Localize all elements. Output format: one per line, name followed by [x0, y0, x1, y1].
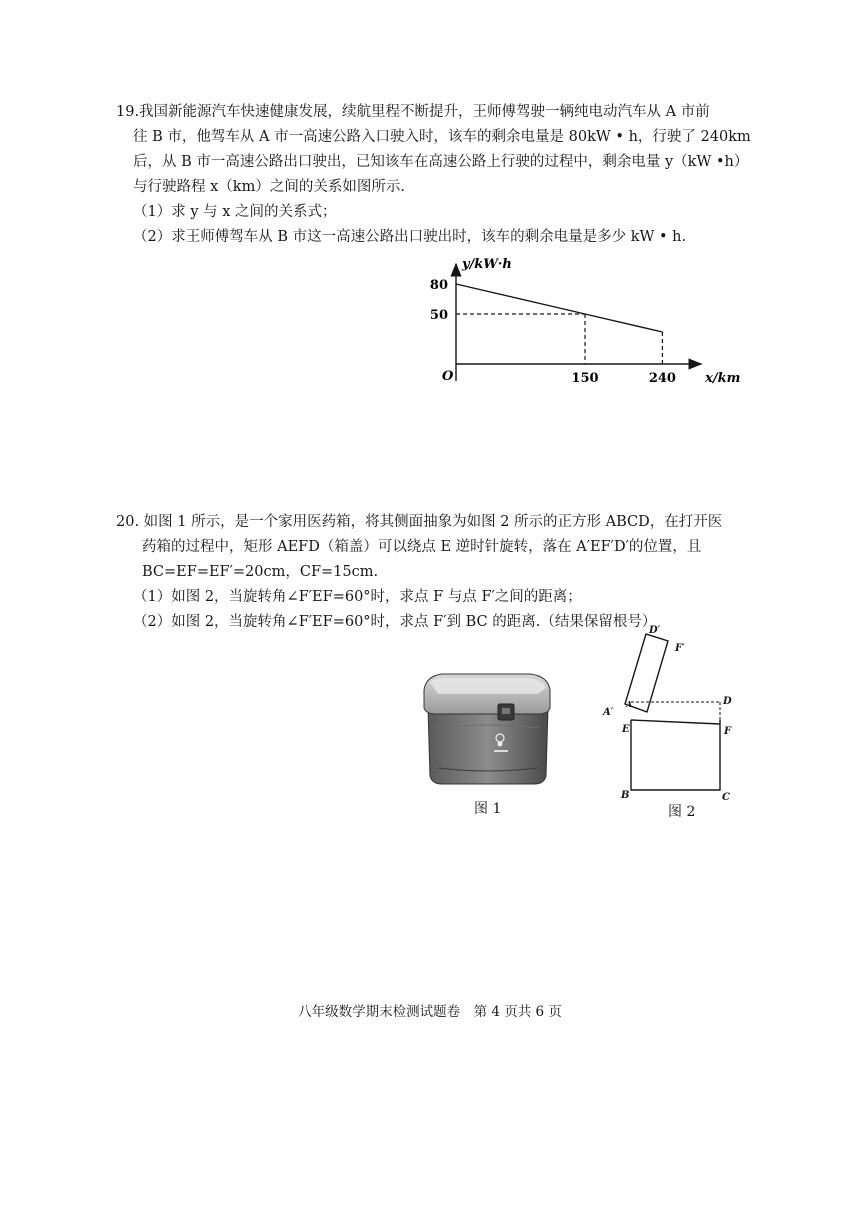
- y-axis-label: y/kW·h: [462, 257, 512, 272]
- label-F: F: [724, 726, 732, 737]
- label-D1: D′: [649, 625, 661, 636]
- label-A1: A′: [603, 707, 614, 718]
- q20-line-2: 药箱的过程中，矩形 AEFD（箱盖）可以绕点 E 逆时针旋转，落在 A′EF′D′的位置，且: [142, 539, 702, 555]
- series-line: [456, 284, 662, 332]
- label-E: E: [622, 724, 630, 735]
- q19-line-1: 19.我国新能源汽车快速健康发展，续航里程不断提升，王师傅驾驶一辆纯电动汽车从 A 市前: [116, 104, 710, 120]
- geometry-figure: [595, 622, 745, 807]
- q20-line-3: BC=EF=EF′=20cm，CF=15cm.: [142, 564, 379, 580]
- q20-line-1: 20. 如图 1 所示，是一个家用医药箱，将其侧面抽象为如图 2 所示的正方形 ABCD，在打开医: [116, 514, 723, 530]
- q19-line-4: 与行驶路程 x（km）之间的关系如图所示.: [133, 179, 405, 195]
- medicine-box-picture: [418, 668, 558, 790]
- figure1-caption: 图 1: [474, 801, 502, 817]
- x-tick-label: 240: [648, 371, 676, 386]
- x-axis-label: x/km: [705, 371, 741, 386]
- battery-chart: [418, 252, 741, 402]
- square-lower-part: [631, 720, 720, 790]
- x-tick-label: 150: [571, 371, 599, 386]
- figure2-caption: 图 2: [668, 804, 696, 820]
- q19-line-6: （2）求王师傅驾车从 B 市这一高速公路出口驶出时，该车的剩余电量是多少 kW • h.: [133, 229, 687, 245]
- label-D: D: [723, 696, 732, 707]
- label-F1: F′: [675, 643, 685, 654]
- q20-line-4: （1）如图 2，当旋转角∠F′EF=60°时，求点 F 与点 F′之间的距离；: [133, 589, 582, 605]
- y-tick-label: 50: [429, 308, 448, 323]
- q19-line-3: 后，从 B 市一高速公路出口驶出，已知该车在高速公路上行驶的过程中，剩余电量 y（kW •h）: [133, 154, 749, 170]
- q19-line-2: 往 B 市，他驾车从 A 市一高速公路入口驶入时，该车的剩余电量是 80kW • h，行驶了 240km: [133, 129, 751, 145]
- label-C: C: [722, 792, 730, 803]
- y-tick-label: 80: [429, 278, 448, 293]
- page-footer: 八年级数学期末检测试题卷 第 4 页共 6 页: [298, 1004, 562, 1020]
- origin-label: O: [442, 369, 454, 384]
- q19-line-5: （1）求 y 与 x 之间的关系式；: [133, 204, 337, 220]
- q20-line-5: （2）如图 2，当旋转角∠F′EF=60°时，求点 F′到 BC 的距离.（结果保留根号）: [133, 614, 657, 630]
- segment-EF: [631, 720, 720, 724]
- label-B: B: [621, 790, 630, 801]
- label-A: A: [626, 699, 633, 709]
